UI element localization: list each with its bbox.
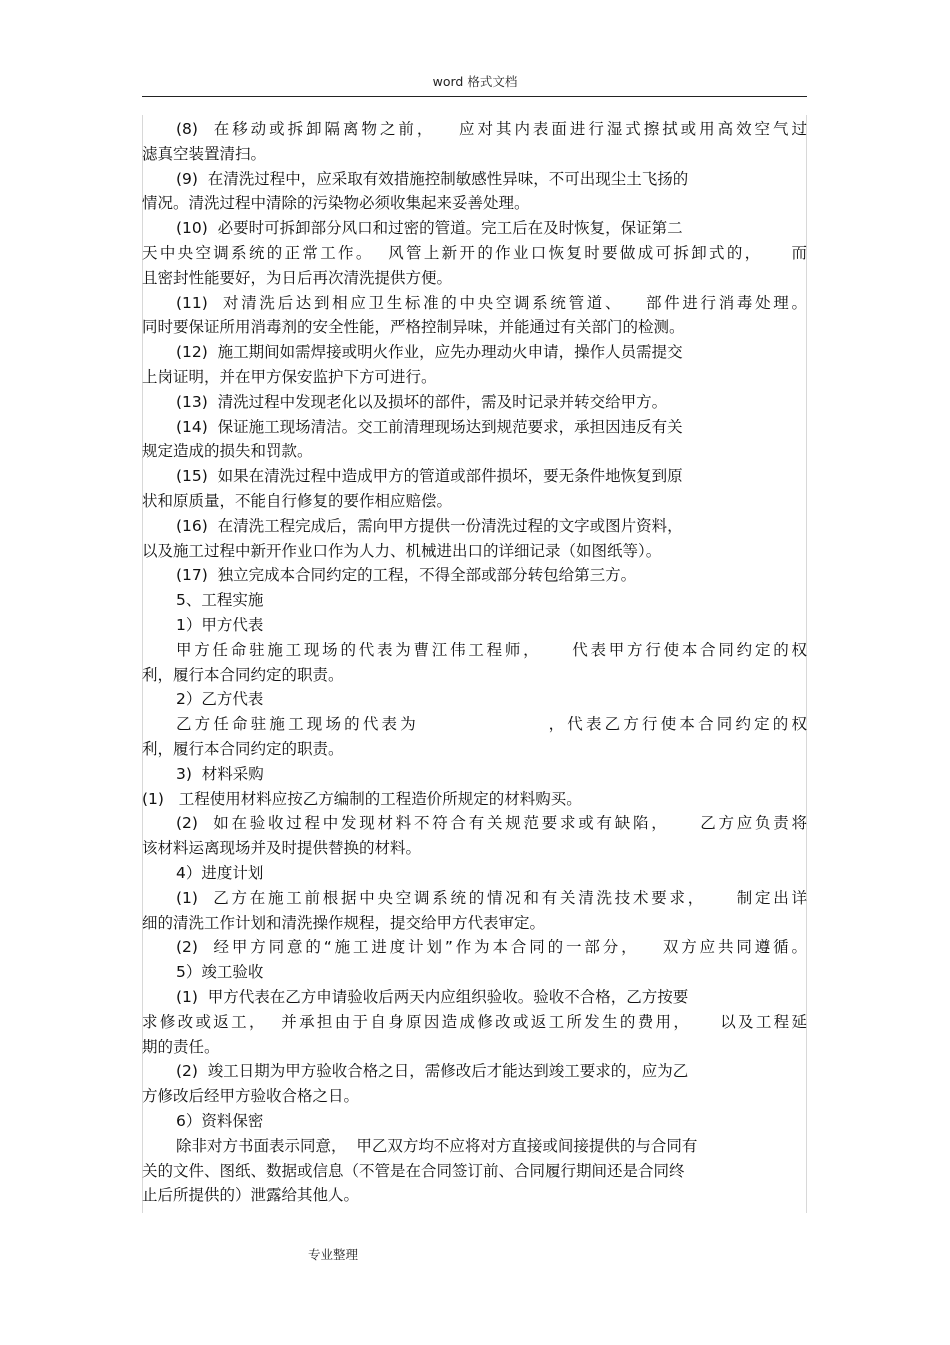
body-text-line: (14) 保证施工现场清洁。交工前清理现场达到规范要求，承担因违反有关	[176, 417, 683, 436]
page-footer-note: 专业整理	[308, 1247, 359, 1262]
body-text-line: 以及施工过程中新开作业口作为人力、机械进出口的详细记录（如图纸等）。	[142, 541, 662, 560]
body-text-line: 情况。清洗过程中清除的污染物必须收集起来妥善处理。	[142, 194, 530, 213]
body-text-line: (2) 如在验收过程中发现材料不符合有关规范要求或有缺陷， 乙方应负责将	[176, 814, 807, 833]
body-text-line: (2) 竣工日期为甲方验收合格之日，需修改后才能达到竣工要求的，应为乙	[176, 1062, 689, 1081]
body-text-line: 且密封性能要好，为日后再次清洗提供方便。	[142, 268, 453, 287]
body-text-line: 除非对方书面表示同意， 甲乙双方均不应将对方直接或间接提供的与合同有	[176, 1136, 698, 1155]
body-text-line: 求修改或返工， 并承担由于自身原因造成修改或返工所发生的费用， 以及工程延	[142, 1012, 807, 1031]
body-text-line: 5）竣工验收	[176, 963, 264, 982]
body-text-line: (15) 如果在清洗过程中造成甲方的管道或部件损坏，要无条件地恢复到原	[176, 467, 683, 486]
body-text-line: 乙方任命驻施工现场的代表为 ，代表乙方行使本合同约定的权	[176, 715, 807, 734]
body-text-line: (11) 对清洗后达到相应卫生标准的中央空调系统管道、 部件进行消毒处理。	[176, 293, 807, 312]
body-text-line: (10) 必要时可拆卸部分风口和过密的管道。完工后在及时恢复，保证第二	[176, 219, 683, 238]
body-text-line: (1) 乙方在施工前根据中央空调系统的情况和有关清洗技术要求， 制定出详	[176, 888, 807, 907]
body-text-line: 5、工程实施	[176, 591, 264, 610]
body-text-line: 期的责任。	[142, 1037, 220, 1056]
body-text-line: 规定造成的损失和罚款。	[142, 442, 313, 461]
body-text-line: 1）甲方代表	[176, 616, 264, 634]
body-text-line: 方修改后经甲方验收合格之日。	[142, 1087, 360, 1106]
body-text-line: (9) 在清洗过程中，应采取有效措施控制敏感性异味，不可出现尘土飞扬的	[176, 169, 689, 188]
body-text-line: 利，履行本合同约定的职责。	[142, 740, 344, 758]
body-text-line: (17) 独立完成本合同约定的工程，不得全部或部分转包给第三方。	[176, 566, 637, 585]
page-header-title: word 格式文档	[432, 74, 518, 89]
header-divider	[142, 96, 807, 97]
body-text-line: (16) 在清洗工程完成后，需向甲方提供一份清洗过程的文字或图片资料，	[176, 516, 683, 535]
body-text-line: 天中央空调系统的正常工作。 风管上新开的作业口恢复时要做成可拆卸式的， 而	[142, 244, 807, 262]
body-text-line: 状和原质量，不能自行修复的要作相应赔偿。	[142, 492, 453, 510]
body-text-line: 6）资料保密	[176, 1112, 264, 1130]
body-text-line: (1) 甲方代表在乙方申请验收后两天内应组织验收。验收不合格，乙方按要	[176, 988, 689, 1006]
body-text-line: 细的清洗工作计划和清洗操作规程，提交给甲方代表审定。	[142, 913, 546, 932]
body-text-line: (8) 在移动或拆卸隔离物之前， 应对其内表面进行湿式擦拭或用高效空气过	[176, 120, 807, 138]
body-text-line: 止后所提供的）泄露给其他人。	[142, 1186, 360, 1205]
body-text-line: 3) 材料采购	[176, 764, 264, 783]
body-text-line: 4）进度计划	[176, 864, 264, 882]
body-text-line: 2）乙方代表	[176, 690, 264, 709]
body-text-line: (2) 经甲方同意的“施工进度计划”作为本合同的一部分， 双方应共同遵循。	[176, 938, 807, 957]
body-text-line: 滤真空装置清扫。	[142, 144, 267, 163]
body-text-line: (13) 清洗过程中发现老化以及损坏的部件，需及时记录并转交给甲方。	[176, 392, 668, 411]
body-text-line: 同时要保证所用消毒剂的安全性能，严格控制异味，并能通过有关部门的检测。	[142, 318, 685, 337]
body-text-line: (12) 施工期间如需焊接或明火作业，应先办理动火申请，操作人员需提交	[176, 343, 683, 362]
body-text-line: 上岗证明，并在甲方保安监护下方可进行。	[142, 368, 437, 386]
body-text-line: (1) 工程使用材料应按乙方编制的工程造价所规定的材料购买。	[142, 789, 582, 808]
body-text-line: 甲方任命驻施工现场的代表为曹江伟工程师， 代表甲方行使本合同约定的权	[176, 640, 807, 659]
body-text-line: 该材料运离现场并及时提供替换的材料。	[142, 839, 422, 858]
body-text-line: 利，履行本合同约定的职责。	[142, 665, 344, 684]
body-text-line: 关的文件、图纸、数据或信息（不管是在合同签订前、合同履行期间还是合同终	[142, 1161, 685, 1180]
